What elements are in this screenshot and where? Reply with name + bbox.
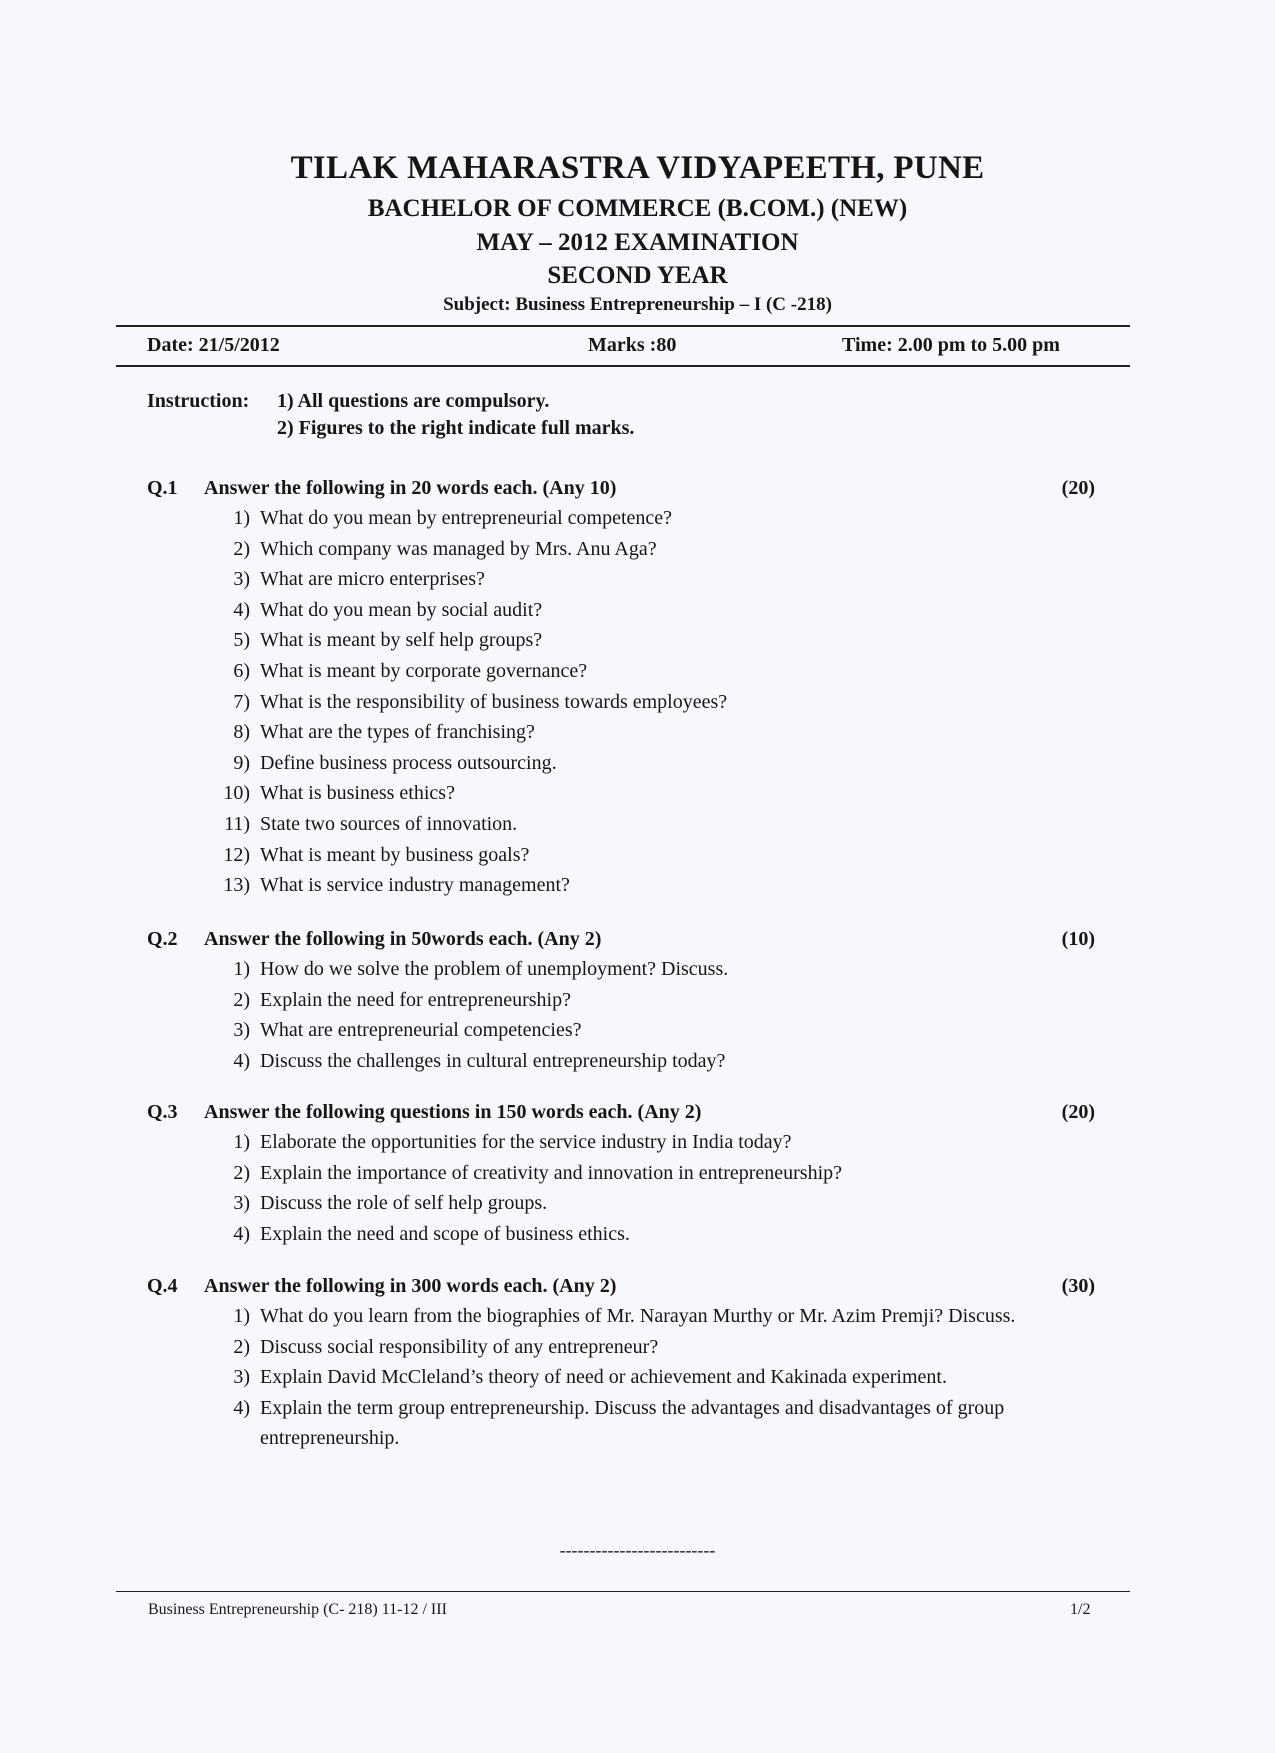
- question-number: Q.4: [147, 1275, 178, 1297]
- item-text: Explain the need and scope of business ethics.: [260, 1222, 630, 1245]
- list-item: [147, 656, 1095, 687]
- item-text: What do you learn from the biographies of Mr. Narayan Murthy or Mr. Azim Premji? Discuss.: [260, 1305, 1016, 1327]
- list-item: [147, 1219, 1095, 1250]
- question-heading: [147, 1271, 1095, 1301]
- list-item: [147, 534, 1095, 565]
- item-text: State two sources of innovation.: [260, 812, 518, 835]
- item-text: Discuss the role of self help groups.: [260, 1192, 548, 1215]
- instruction-label: Instruction:: [147, 390, 250, 412]
- item-number: 8): [233, 721, 250, 744]
- item-text: What do you mean by entrepreneurial competence?: [260, 507, 673, 529]
- item-number: 2): [233, 537, 250, 560]
- list-item: [147, 1362, 1095, 1393]
- item-text: Explain the importance of creativity and innovation in entrepreneurship?: [260, 1161, 843, 1184]
- list-item: [147, 870, 1095, 901]
- instruction-item: 2) Figures to the right indicate full marks.: [277, 417, 635, 439]
- exam-title: MAY – 2012 EXAMINATION: [476, 229, 799, 256]
- question-4: [147, 1271, 1095, 1454]
- question-marks: (20): [1061, 477, 1095, 499]
- item-text: What are entrepreneurial competencies?: [260, 1019, 582, 1042]
- item-text: Discuss social responsibility of any entrepreneur?: [260, 1335, 659, 1358]
- item-number: 1): [233, 1131, 250, 1153]
- question-heading: [147, 1097, 1095, 1127]
- list-item: [147, 778, 1095, 809]
- list-item: [147, 1393, 1095, 1454]
- item-number: 4): [233, 1049, 250, 1072]
- item-number: 9): [233, 751, 250, 774]
- item-text: Which company was managed by Mrs. Anu Aga?: [260, 537, 657, 560]
- list-item: [147, 748, 1095, 779]
- item-number: 2): [233, 1335, 250, 1358]
- list-item: [147, 840, 1095, 871]
- item-number: 2): [233, 988, 250, 1011]
- item-number: 1): [233, 958, 250, 980]
- list-item: [147, 1046, 1095, 1077]
- question-marks: (20): [1061, 1101, 1095, 1123]
- item-number: 13): [223, 874, 250, 897]
- question-heading: [147, 473, 1095, 503]
- item-text: Explain the term group entrepreneurship. Discuss the advantages and disadvantages of group entrepreneurship.: [260, 1396, 1005, 1450]
- list-item: [147, 503, 1095, 534]
- question-2: [147, 924, 1095, 1076]
- list-item: [147, 1188, 1095, 1219]
- item-text: Explain the need for entrepreneurship?: [260, 988, 571, 1011]
- question-3: [147, 1097, 1095, 1249]
- year-title: SECOND YEAR: [547, 262, 728, 289]
- item-number: 1): [233, 507, 250, 529]
- item-text: What are the types of franchising?: [260, 721, 535, 744]
- item-text: What is meant by business goals?: [260, 843, 530, 866]
- course-title: BACHELOR OF COMMERCE (B.COM.) (NEW): [367, 195, 908, 222]
- item-text: Define business process outsourcing.: [260, 751, 557, 774]
- item-number: 7): [233, 690, 250, 713]
- list-item: [147, 1332, 1095, 1363]
- header-rule-top: [116, 325, 1130, 327]
- item-number: 4): [233, 1396, 250, 1419]
- item-number: 12): [223, 843, 250, 866]
- question-heading: [147, 924, 1095, 954]
- list-item: [147, 717, 1095, 748]
- list-item: [147, 985, 1095, 1016]
- item-text: What is meant by corporate governance?: [260, 659, 588, 682]
- list-item: [147, 564, 1095, 595]
- list-item: [147, 1015, 1095, 1046]
- list-item: [147, 595, 1095, 626]
- item-text: What is service industry management?: [260, 874, 570, 897]
- item-number: 6): [233, 659, 250, 682]
- subject-line: Subject: Business Entrepreneurship – I (C -218): [443, 294, 832, 315]
- item-number: 10): [223, 782, 250, 805]
- exam-marks: Marks :80: [588, 334, 677, 356]
- question-text: Answer the following in 20 words each. (Any 10): [204, 477, 617, 499]
- item-number: 4): [233, 1222, 250, 1245]
- question-text: Answer the following questions in 150 words each. (Any 2): [204, 1101, 702, 1123]
- item-text: What is the responsibility of business towards employees?: [260, 690, 728, 713]
- item-text: Elaborate the opportunities for the service industry in India today?: [260, 1131, 792, 1153]
- instructions: [147, 388, 634, 442]
- item-number: 3): [233, 1019, 250, 1042]
- question-number: Q.2: [147, 928, 178, 950]
- item-number: 11): [224, 812, 250, 835]
- list-item: [147, 809, 1095, 840]
- item-number: 2): [233, 1161, 250, 1184]
- item-text: Explain David McCleland’s theory of need or achievement and Kakinada experiment.: [260, 1366, 947, 1389]
- item-number: 3): [233, 568, 250, 591]
- list-item: [147, 1301, 1095, 1332]
- item-text: What are micro enterprises?: [260, 568, 485, 591]
- university-title: TILAK MAHARASTRA VIDYAPEETH, PUNE: [290, 150, 985, 186]
- item-number: 3): [233, 1192, 250, 1215]
- question-marks: (10): [1061, 928, 1095, 950]
- item-text: What is meant by self help groups?: [260, 629, 543, 652]
- footer-rule: [116, 1591, 1130, 1592]
- list-item: [147, 1127, 1095, 1158]
- item-text: What do you mean by social audit?: [260, 598, 543, 621]
- item-text: Discuss the challenges in cultural entrepreneurship today?: [260, 1049, 726, 1072]
- list-item: [147, 954, 1095, 985]
- list-item: [147, 1158, 1095, 1189]
- page-number: 1/2: [1070, 1601, 1091, 1618]
- header-rule-bottom: [116, 365, 1130, 367]
- item-number: 4): [233, 598, 250, 621]
- item-number: 1): [233, 1305, 250, 1327]
- item-number: 3): [233, 1366, 250, 1389]
- exam-date: Date: 21/5/2012: [147, 334, 280, 356]
- question-text: Answer the following in 50words each. (Any 2): [204, 928, 602, 950]
- question-number: Q.1: [147, 477, 178, 499]
- list-item: [147, 687, 1095, 718]
- question-number: Q.3: [147, 1101, 178, 1123]
- instruction-item: 1) All questions are compulsory.: [277, 390, 550, 412]
- item-text: How do we solve the problem of unemployment? Discuss.: [260, 958, 729, 980]
- exam-time: Time: 2.00 pm to 5.00 pm: [842, 334, 1060, 356]
- footer-course-code: Business Entrepreneurship (C- 218) 11-12 / III: [148, 1601, 447, 1618]
- end-of-paper-mark: --------------------------: [559, 1540, 716, 1560]
- item-text: What is business ethics?: [260, 782, 455, 805]
- question-1: [147, 473, 1095, 901]
- question-marks: (30): [1061, 1275, 1095, 1297]
- question-text: Answer the following in 300 words each. (Any 2): [204, 1275, 617, 1297]
- list-item: [147, 625, 1095, 656]
- item-number: 5): [233, 629, 250, 652]
